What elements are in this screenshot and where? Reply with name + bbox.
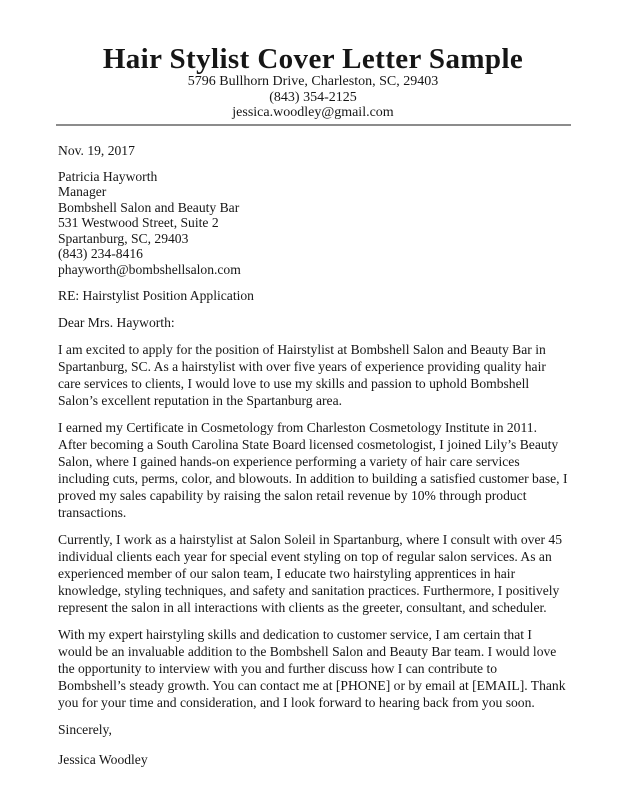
- body-paragraph-2: I earned my Certificate in Cosmetology from Charleston Cosmetology Institute in 2011. After becoming a South Carolina State Board licensed cosmetologist, I joined Lily’s Beauty Salon, where I gained hands-on experience performing a variety of hair care services including cuts, perms, color, and blowouts. In addition to building a satisfied customer base, I proved my sales capability by raising the salon retail revenue by 10% through product transactions.: [58, 420, 568, 520]
- header-divider: [56, 124, 571, 126]
- body-paragraph-3: Currently, I work as a hairstylist at Salon Soleil in Spartanburg, where I consult with over 45 individual clients each year for special event styling on top of regular salon services. As an experienced member of our salon team, I educate two hairstyling apprentices in hair knowledge, styling techniques, and safety and sanitation practices. Furthermore, I positively represent the salon in all interactions with clients as the greeter, consultant, and scheduler.: [58, 532, 563, 615]
- recipient-job-title: Manager: [58, 184, 107, 199]
- recipient-name: Patricia Hayworth: [58, 168, 158, 184]
- body-paragraph-1: I am excited to apply for the position of Hairstylist at Bombshell Salon and Beauty Bar in Spartanburg, SC. As a hairstylist with over five years of experience providing quality hair care services to clients, I would love to use my skills and passion to uphold Bombshell Salon’s excellent reputation in the Spartanburg area.: [58, 342, 546, 408]
- sender-address: 5796 Bullhorn Drive, Charleston, SC, 29403: [187, 74, 439, 89]
- recipient-address-block: [58, 169, 568, 278]
- page-title: Hair Stylist Cover Letter Sample: [102, 43, 524, 75]
- sender-email: jessica.woodley@gmail.com: [232, 105, 394, 120]
- body-paragraph-4: With my expert hairstyling skills and dedication to customer service, I am certain that I would be an invaluable addition to the Bombshell Salon and Beauty Bar team. I would love the opportunity to interview with you and further discuss how I can contribute to Bombshell’s steady growth. You can contact me at [PHONE] or by email at [EMAIL]. Thank you for your time and consideration, and I look forward to hearing back from you soon.: [58, 627, 566, 710]
- salutation: Dear Mrs. Hayworth:: [58, 315, 175, 330]
- letter-body: [58, 142, 568, 769]
- recipient-phone: (843) 234-8416: [58, 246, 143, 261]
- subject-line: RE: Hairstylist Position Application: [58, 288, 254, 303]
- closing: Sincerely,: [58, 722, 112, 737]
- recipient-email: phayworth@bombshellsalon.com: [58, 261, 241, 277]
- recipient-company: Bombshell Salon and Beauty Bar: [58, 199, 240, 215]
- signature-name: Jessica Woodley: [58, 752, 148, 767]
- sender-phone: (843) 354-2125: [269, 89, 357, 105]
- recipient-city: Spartanburg, SC, 29403: [58, 230, 189, 246]
- recipient-street: 531 Westwood Street, Suite 2: [58, 215, 219, 230]
- letter-header: [58, 44, 568, 126]
- letter-date: Nov. 19, 2017: [58, 142, 135, 158]
